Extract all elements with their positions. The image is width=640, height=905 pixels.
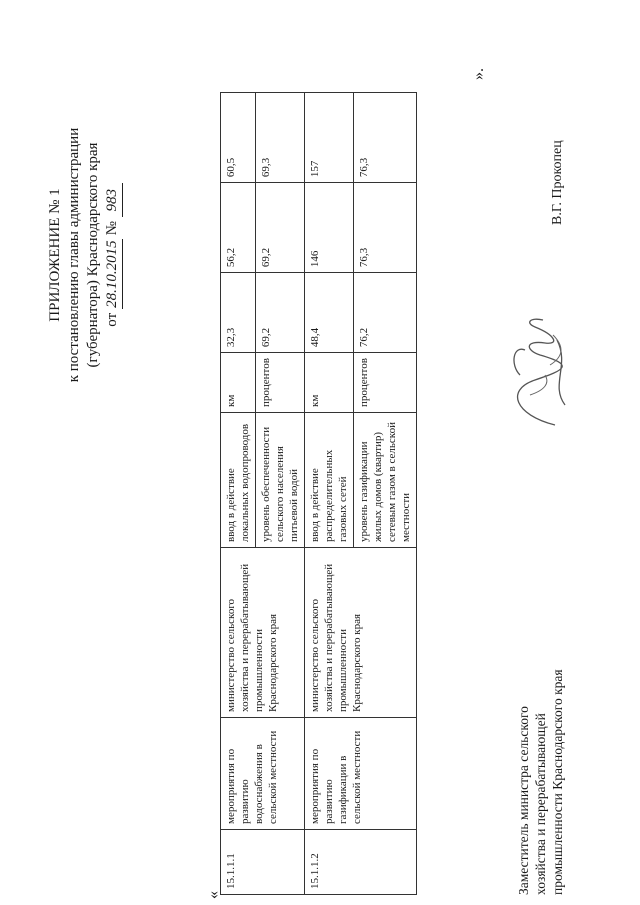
indicator-value-2: 56,2 bbox=[221, 183, 256, 273]
signatory-line-1: Заместитель министра сельского bbox=[516, 706, 531, 895]
measure-name: мероприятия по развитию газификации в сельской местности bbox=[305, 718, 417, 830]
date-prefix: от bbox=[104, 312, 120, 327]
signatory-line-2: хозяйства и перерабатывающей bbox=[533, 713, 548, 895]
opening-quote: « bbox=[205, 891, 222, 899]
indicator-value-1: 69,2 bbox=[256, 273, 305, 353]
indicator-value-2: 76,3 bbox=[354, 183, 417, 273]
indicator-value-2: 69,2 bbox=[256, 183, 305, 273]
indicator-description: ввод в действие локальных водопроводов bbox=[221, 413, 256, 548]
signatory-position bbox=[515, 475, 566, 895]
number-prefix: № bbox=[104, 221, 120, 236]
indicator-unit: км bbox=[221, 353, 256, 413]
measure-name: мероприятия по развитию водоснабжения в сельской местности bbox=[221, 718, 305, 830]
indicator-value-3: 76,3 bbox=[354, 93, 417, 183]
indicator-description: уровень газификации жилых домов (квартир) сетевым газом в сельской местности bbox=[354, 413, 417, 548]
indicator-value-3: 157 bbox=[305, 93, 354, 183]
signatory-line-3: промышленности Краснодарского края bbox=[550, 669, 565, 895]
appendix-title: ПРИЛОЖЕНИЕ № 1 bbox=[47, 188, 63, 322]
row-number: 15.1.1.1 bbox=[221, 830, 305, 895]
appendix-header bbox=[46, 45, 123, 465]
indicator-value-2: 146 bbox=[305, 183, 354, 273]
indicator-value-1: 32,3 bbox=[221, 273, 256, 353]
indicator-unit: процентов bbox=[354, 353, 417, 413]
indicator-description: ввод в действие распределительных газовых сетей bbox=[305, 413, 354, 548]
row-number: 15.1.1.2 bbox=[305, 830, 417, 895]
indicator-value-1: 76,2 bbox=[354, 273, 417, 353]
indicator-value-1: 48,4 bbox=[305, 273, 354, 353]
table-row bbox=[305, 93, 354, 895]
closing-quote: ». bbox=[470, 68, 487, 80]
indicator-value-3: 69,3 bbox=[256, 93, 305, 183]
handwritten-signature bbox=[495, 305, 585, 435]
appendix-date-line bbox=[103, 45, 123, 465]
signatory-name: В.Г. Прокопец bbox=[550, 140, 565, 225]
decree-date: 28.10.2015 bbox=[103, 239, 123, 309]
executor: министерство сельского хозяйства и перерабатывающей промышленности Краснодарского края bbox=[305, 548, 417, 718]
executor: министерство сельского хозяйства и перерабатывающей промышленности Краснодарского края bbox=[221, 548, 305, 718]
appendix-subtitle-2: (губернатора) Краснодарского края bbox=[85, 142, 101, 368]
indicator-unit: км bbox=[305, 353, 354, 413]
measures-table bbox=[220, 92, 417, 895]
table-row bbox=[221, 93, 256, 895]
indicator-description: уровень обеспеченности сельского населения питьевой водой bbox=[256, 413, 305, 548]
indicator-value-3: 60,5 bbox=[221, 93, 256, 183]
indicator-unit: процентов bbox=[256, 353, 305, 413]
appendix-subtitle-1: к постановлению главы администрации bbox=[66, 127, 82, 383]
decree-number: 983 bbox=[103, 183, 123, 217]
